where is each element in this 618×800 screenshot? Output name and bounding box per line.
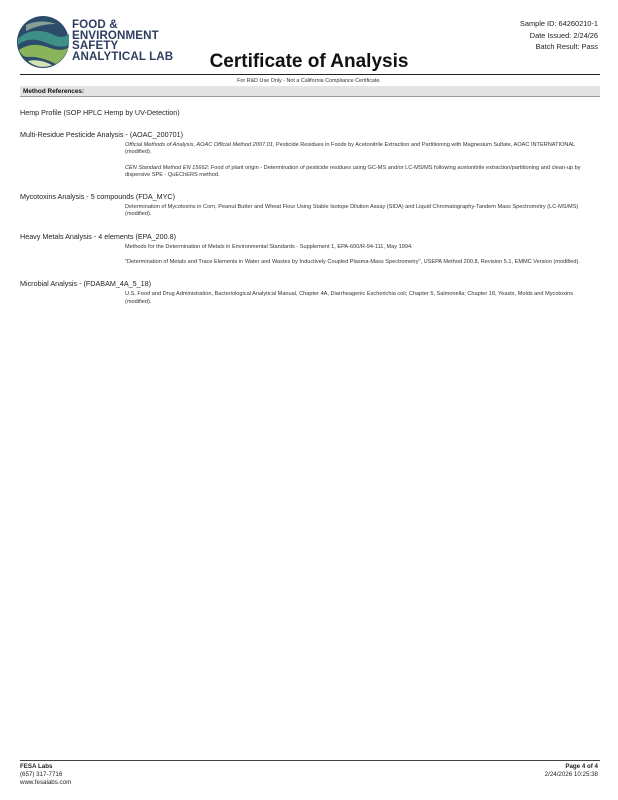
footer-company: FESA Labs xyxy=(20,763,53,770)
method-name: Hemp Profile (SOP HPLC Hemp by UV-Detection) xyxy=(20,108,180,117)
batch-result: Batch Result: Pass xyxy=(535,42,598,51)
method-name: Mycotoxins Analysis - 5 compounds (FDA_MYC) xyxy=(20,192,175,202)
method-name: Microbial Analysis - (FDABAM_4A_5_18) xyxy=(20,279,152,289)
method-reference xyxy=(125,142,598,157)
method-item xyxy=(20,279,598,306)
logo-line: SAFETY xyxy=(72,39,119,53)
reference-text: Methods for the Determination of Metals in Environmental Standards - Supplement 1, EPA-600/R-94-111, May 1994. xyxy=(125,243,413,250)
reference-text: , Pesticide Residues in Foods by Acetonitrile Extraction and Partitioning with Magnesium Sulfate, AOAC INTERNATIONAL (modified). xyxy=(125,142,576,156)
logo-line: ANALYTICAL LAB xyxy=(72,49,174,63)
reference-source: CEN Standard Method EN 15662 xyxy=(125,164,208,171)
method-reference xyxy=(125,204,598,219)
method-item xyxy=(20,108,598,117)
footer-divider xyxy=(20,760,600,761)
method-reference xyxy=(125,291,598,306)
footer-page-info xyxy=(545,763,598,779)
print-timestamp: 2/24/2026 10:25:38 xyxy=(544,770,598,778)
page-number: Page 4 of 4 xyxy=(565,763,598,770)
footer-contact xyxy=(20,763,71,786)
footer-phone: (657) 317-7716 xyxy=(20,770,63,778)
logo-line: FOOD & xyxy=(72,18,118,31)
section-title: Method References: xyxy=(23,87,85,95)
sample-id: Sample ID: 64260210-1 xyxy=(519,19,598,28)
footer-website: www.fesalabs.com xyxy=(20,778,72,786)
compliance-disclaimer: For R&D Use Only - Not a California Compliance Certificate. xyxy=(237,78,381,84)
method-item xyxy=(20,130,598,179)
reference-source: Official Methods of Analysis, AOAC Official Method 2007.01 xyxy=(125,142,273,148)
date-issued: Date Issued: 2/24/26 xyxy=(529,30,598,40)
reference-text: Determination of Mycotoxins in Corn, Peanut Butter and Wheat Flour Using Stable Isotope Dilution Assay (SIDA) and Liquid Chromatography-Tandem Mass Spectrometry (LC-MS/MS) (modified). xyxy=(125,204,579,218)
section-header-bar xyxy=(20,86,600,97)
method-list xyxy=(20,108,598,319)
logo-line: ENVIRONMENT xyxy=(72,28,159,42)
method-reference xyxy=(125,244,598,251)
method-reference xyxy=(125,259,598,266)
reference-text: "Determination of Metals and Trace Elements in Water and Wastes by Inductively Coupled Plasma-Mass Spectrometry", USEPA Method 200.8, Revision 5.1, EMMC Version (modified). xyxy=(125,259,580,266)
document-title: Certificate of Analysis xyxy=(209,51,409,72)
method-name: Multi-Residue Pesticide Analysis - (AOAC_200701) xyxy=(20,130,183,139)
reference-text: U.S. Food and Drug Administration, Bacteriological Analytical Manual, Chapter 4A, Diarrheagenic Escherichia coli; Chapter 5, Salmonella; Chapter 18, Yeasts, Molds and Mycotoxins (modified). xyxy=(125,291,574,305)
method-name: Heavy Metals Analysis - 4 elements (EPA_200.8) xyxy=(20,231,177,241)
method-item xyxy=(20,232,598,267)
reference-text: : Food of plant origin - Determination of pesticide residues using GC-MS and/or LC-MS/MS following acetonitrile extraction/partitioning and clean-up by dispersive SPE - QuEChERS method. xyxy=(125,164,581,178)
method-item xyxy=(20,192,598,219)
method-reference xyxy=(125,165,598,180)
sample-meta xyxy=(520,18,598,53)
header-divider xyxy=(20,74,600,75)
